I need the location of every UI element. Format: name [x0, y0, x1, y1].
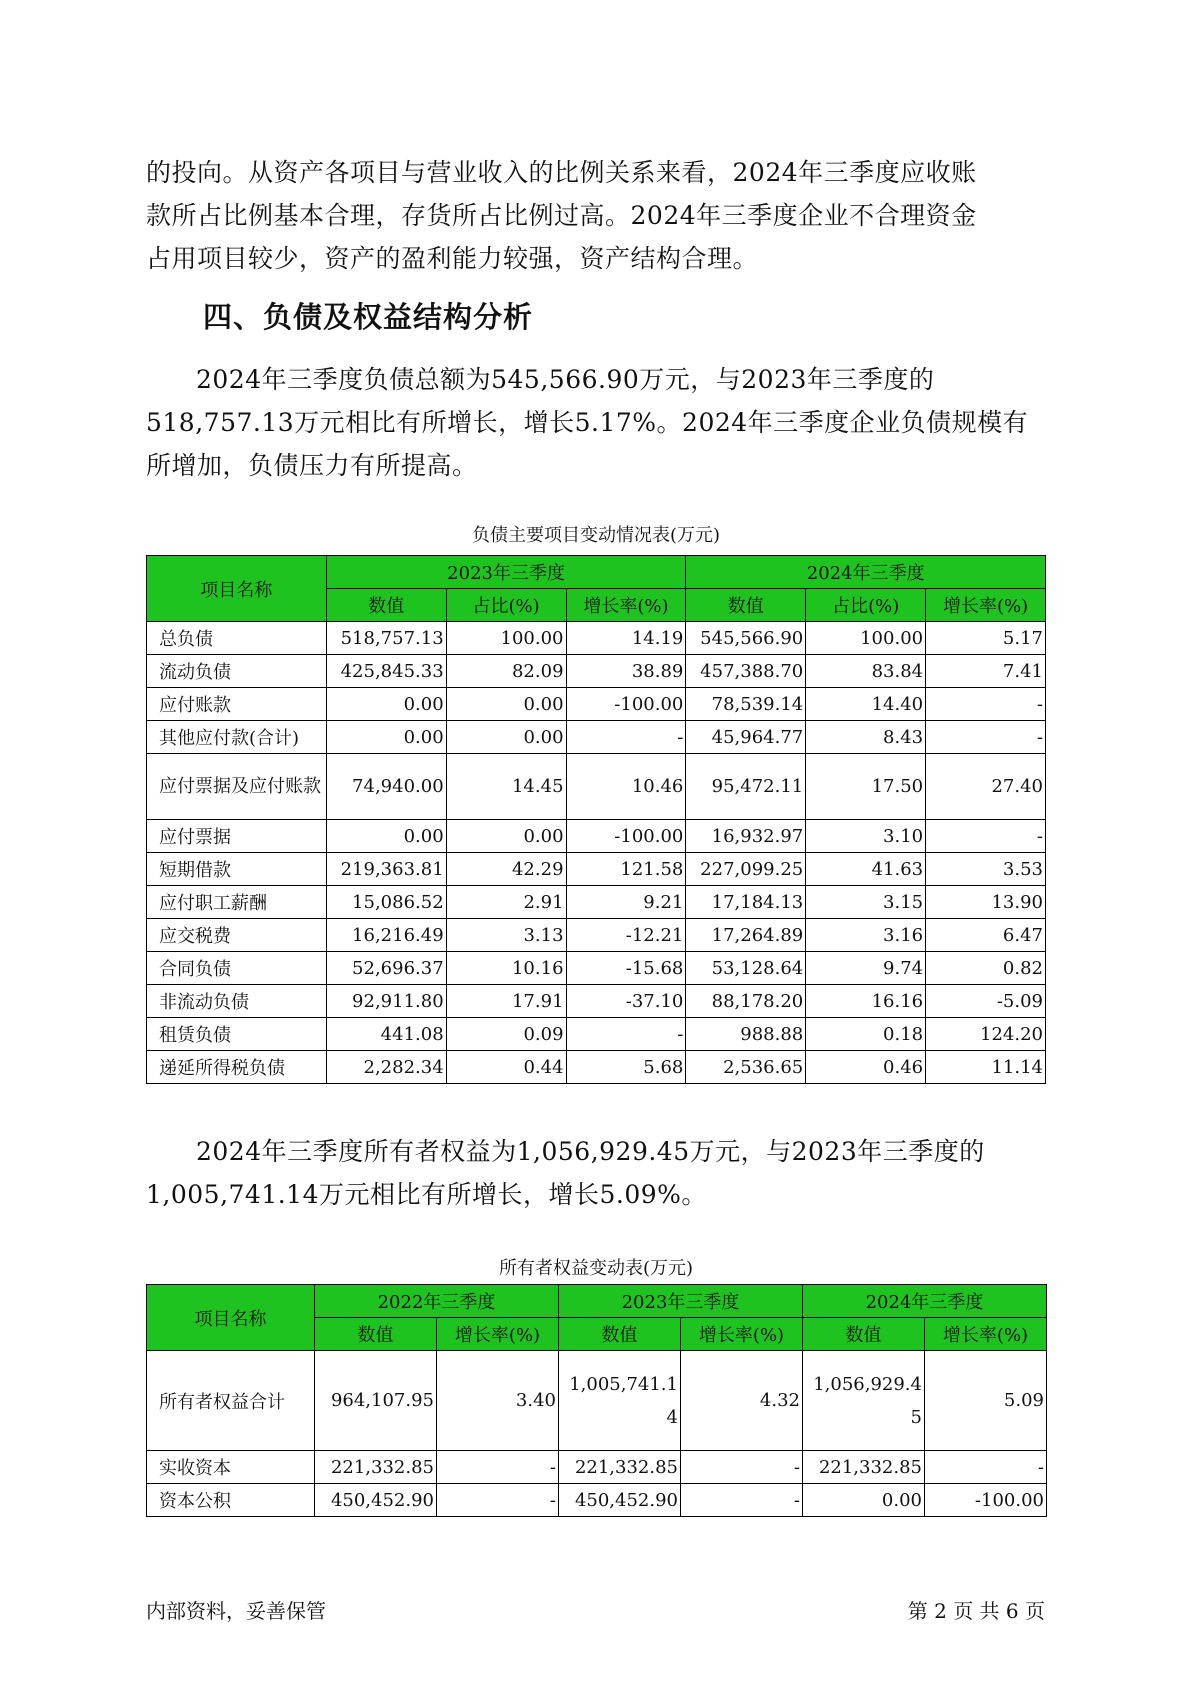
header-period: 2023年三季度	[326, 556, 686, 589]
row-label: 其他应付款(合计)	[147, 721, 327, 754]
cell: 74,940.00	[326, 754, 446, 820]
cell: -	[566, 1018, 686, 1051]
cell: 219,363.81	[326, 853, 446, 886]
cell: 121.58	[566, 853, 686, 886]
cell: 425,845.33	[326, 655, 446, 688]
cell: 2,536.65	[686, 1051, 806, 1084]
paragraph-line: 1,005,741.14万元相比有所增长，增长5.09%。	[146, 1180, 707, 1209]
cell: -100.00	[566, 688, 686, 721]
cell: 5.68	[566, 1051, 686, 1084]
cell: 1,056,929.45	[803, 1351, 925, 1451]
header-period: 2023年三季度	[559, 1285, 803, 1318]
cell: 14.19	[566, 622, 686, 655]
cell: 38.89	[566, 655, 686, 688]
row-label: 所有者权益合计	[147, 1351, 315, 1451]
cell: 124.20	[926, 1018, 1046, 1051]
cell: 6.47	[926, 919, 1046, 952]
cell: 42.29	[446, 853, 566, 886]
row-label: 非流动负债	[147, 985, 327, 1018]
cell: 221,332.85	[315, 1451, 437, 1484]
cell: -100.00	[925, 1484, 1047, 1517]
cell: 9.74	[806, 952, 926, 985]
row-label: 应付账款	[147, 688, 327, 721]
table-row	[147, 655, 1046, 688]
header-value: 数值	[686, 589, 806, 622]
header-share: 占比(%)	[806, 589, 926, 622]
table-row	[147, 919, 1046, 952]
table-row	[147, 1051, 1046, 1084]
row-label: 实收资本	[147, 1451, 315, 1484]
row-label: 应交税费	[147, 919, 327, 952]
paragraph-liability-summary	[146, 358, 1046, 487]
paragraph-line: 占用项目较少，资产的盈利能力较强，资产结构合理。	[146, 244, 759, 273]
cell: -	[566, 721, 686, 754]
cell: -	[926, 820, 1046, 853]
cell: 0.00	[326, 820, 446, 853]
cell: -	[681, 1451, 803, 1484]
cell: 17,264.89	[686, 919, 806, 952]
cell: 518,757.13	[326, 622, 446, 655]
equity-table	[146, 1284, 1047, 1517]
cell: 45,964.77	[686, 721, 806, 754]
table-row	[147, 754, 1046, 820]
cell: 457,388.70	[686, 655, 806, 688]
cell: 2,282.34	[326, 1051, 446, 1084]
table-row	[147, 1018, 1046, 1051]
cell: 221,332.85	[559, 1451, 681, 1484]
cell: 3.16	[806, 919, 926, 952]
cell: 0.00	[446, 688, 566, 721]
header-period: 2024年三季度	[803, 1285, 1047, 1318]
cell: -	[926, 721, 1046, 754]
header-item-name: 项目名称	[147, 556, 327, 622]
table-row	[147, 985, 1046, 1018]
cell: 52,696.37	[326, 952, 446, 985]
table-row	[147, 688, 1046, 721]
header-item-name: 项目名称	[147, 1285, 315, 1351]
cell: 14.40	[806, 688, 926, 721]
header-growth: 增长率(%)	[925, 1318, 1047, 1351]
cell: 53,128.64	[686, 952, 806, 985]
header-value: 数值	[326, 589, 446, 622]
cell: 83.84	[806, 655, 926, 688]
cell: 0.46	[806, 1051, 926, 1084]
row-label: 短期借款	[147, 853, 327, 886]
cell: 9.21	[566, 886, 686, 919]
row-label: 流动负债	[147, 655, 327, 688]
table-caption-equity: 所有者权益变动表(万元)	[498, 1258, 694, 1279]
paragraph-line: 款所占比例基本合理，存货所占比例过高。2024年三季度企业不合理资金	[146, 201, 977, 230]
cell: 441.08	[326, 1018, 446, 1051]
table-row	[147, 1451, 1047, 1484]
row-label: 租赁负债	[147, 1018, 327, 1051]
cell: 27.40	[926, 754, 1046, 820]
cell: 14.45	[446, 754, 566, 820]
table-row	[147, 1351, 1047, 1451]
cell: 100.00	[446, 622, 566, 655]
cell: 100.00	[806, 622, 926, 655]
liabilities-table	[146, 555, 1046, 1084]
row-label: 递延所得税负债	[147, 1051, 327, 1084]
cell: 4.32	[681, 1351, 803, 1451]
header-value: 数值	[559, 1318, 681, 1351]
table-row	[147, 952, 1046, 985]
paragraph-line: 的投向。从资产各项目与营业收入的比例关系来看，2024年三季度应收账	[146, 158, 977, 187]
cell: 15,086.52	[326, 886, 446, 919]
cell: 0.18	[806, 1018, 926, 1051]
cell: 545,566.90	[686, 622, 806, 655]
cell: 16.16	[806, 985, 926, 1018]
table-row	[147, 1484, 1047, 1517]
cell: -	[437, 1484, 559, 1517]
cell: 3.15	[806, 886, 926, 919]
cell: 10.46	[566, 754, 686, 820]
cell: 16,932.97	[686, 820, 806, 853]
cell: 450,452.90	[559, 1484, 681, 1517]
cell: 17.91	[446, 985, 566, 1018]
header-growth: 增长率(%)	[566, 589, 686, 622]
cell: 78,539.14	[686, 688, 806, 721]
cell: -12.21	[566, 919, 686, 952]
cell: 17,184.13	[686, 886, 806, 919]
cell: 11.14	[926, 1051, 1046, 1084]
cell: -5.09	[926, 985, 1046, 1018]
header-growth: 增长率(%)	[681, 1318, 803, 1351]
paragraph-asset-conclusion	[146, 151, 1046, 280]
header-value: 数值	[315, 1318, 437, 1351]
section-heading: 四、负债及权益结构分析	[203, 300, 534, 334]
cell: 5.17	[926, 622, 1046, 655]
header-share: 占比(%)	[446, 589, 566, 622]
cell: 0.00	[326, 688, 446, 721]
paragraph-line: 2024年三季度负债总额为545,566.90万元，与2023年三季度的	[196, 365, 935, 394]
table-caption-liabilities: 负债主要项目变动情况表(万元)	[471, 525, 721, 546]
cell: 5.09	[925, 1351, 1047, 1451]
paragraph-line: 2024年三季度所有者权益为1,056,929.45万元，与2023年三季度的	[196, 1137, 985, 1166]
paragraph-line: 所增加，负债压力有所提高。	[146, 451, 478, 480]
cell: 0.00	[446, 721, 566, 754]
cell: 221,332.85	[803, 1451, 925, 1484]
cell: 2.91	[446, 886, 566, 919]
header-period: 2024年三季度	[686, 556, 1046, 589]
cell: 3.53	[926, 853, 1046, 886]
cell: -	[926, 688, 1046, 721]
cell: -	[437, 1451, 559, 1484]
cell: 95,472.11	[686, 754, 806, 820]
header-period: 2022年三季度	[315, 1285, 559, 1318]
paragraph-line: 518,757.13万元相比有所增长，增长5.17%。2024年三季度企业负债规模有	[146, 408, 1029, 437]
row-label: 合同负债	[147, 952, 327, 985]
cell: 7.41	[926, 655, 1046, 688]
table-row	[147, 622, 1046, 655]
row-label: 总负债	[147, 622, 327, 655]
cell: 88,178.20	[686, 985, 806, 1018]
header-growth: 增长率(%)	[926, 589, 1046, 622]
cell: -100.00	[566, 820, 686, 853]
cell: 988.88	[686, 1018, 806, 1051]
paragraph-equity-summary	[146, 1130, 1046, 1216]
cell: 10.16	[446, 952, 566, 985]
cell: 964,107.95	[315, 1351, 437, 1451]
cell: 17.50	[806, 754, 926, 820]
cell: 8.43	[806, 721, 926, 754]
table-row	[147, 721, 1046, 754]
header-value: 数值	[803, 1318, 925, 1351]
cell: -37.10	[566, 985, 686, 1018]
cell: 16,216.49	[326, 919, 446, 952]
cell: 92,911.80	[326, 985, 446, 1018]
cell: -15.68	[566, 952, 686, 985]
cell: 3.13	[446, 919, 566, 952]
row-label: 应付票据	[147, 820, 327, 853]
table-row	[147, 886, 1046, 919]
cell: 82.09	[446, 655, 566, 688]
cell: 0.00	[803, 1484, 925, 1517]
footer-confidential-note: 内部资料，妥善保管	[146, 1599, 326, 1623]
table-row	[147, 820, 1046, 853]
cell: 3.40	[437, 1351, 559, 1451]
cell: 450,452.90	[315, 1484, 437, 1517]
header-growth: 增长率(%)	[437, 1318, 559, 1351]
footer-page-number: 第 2 页 共 6 页	[907, 1599, 1045, 1623]
row-label: 应付职工薪酬	[147, 886, 327, 919]
cell: 1,005,741.14	[559, 1351, 681, 1451]
cell: 0.44	[446, 1051, 566, 1084]
cell: 0.09	[446, 1018, 566, 1051]
cell: -	[681, 1484, 803, 1517]
cell: 3.10	[806, 820, 926, 853]
cell: 0.82	[926, 952, 1046, 985]
cell: 41.63	[806, 853, 926, 886]
row-label: 资本公积	[147, 1484, 315, 1517]
cell: 0.00	[446, 820, 566, 853]
table-row	[147, 853, 1046, 886]
cell: 227,099.25	[686, 853, 806, 886]
row-label: 应付票据及应付账款	[147, 754, 327, 820]
cell: 13.90	[926, 886, 1046, 919]
cell: 0.00	[326, 721, 446, 754]
cell: -	[925, 1451, 1047, 1484]
